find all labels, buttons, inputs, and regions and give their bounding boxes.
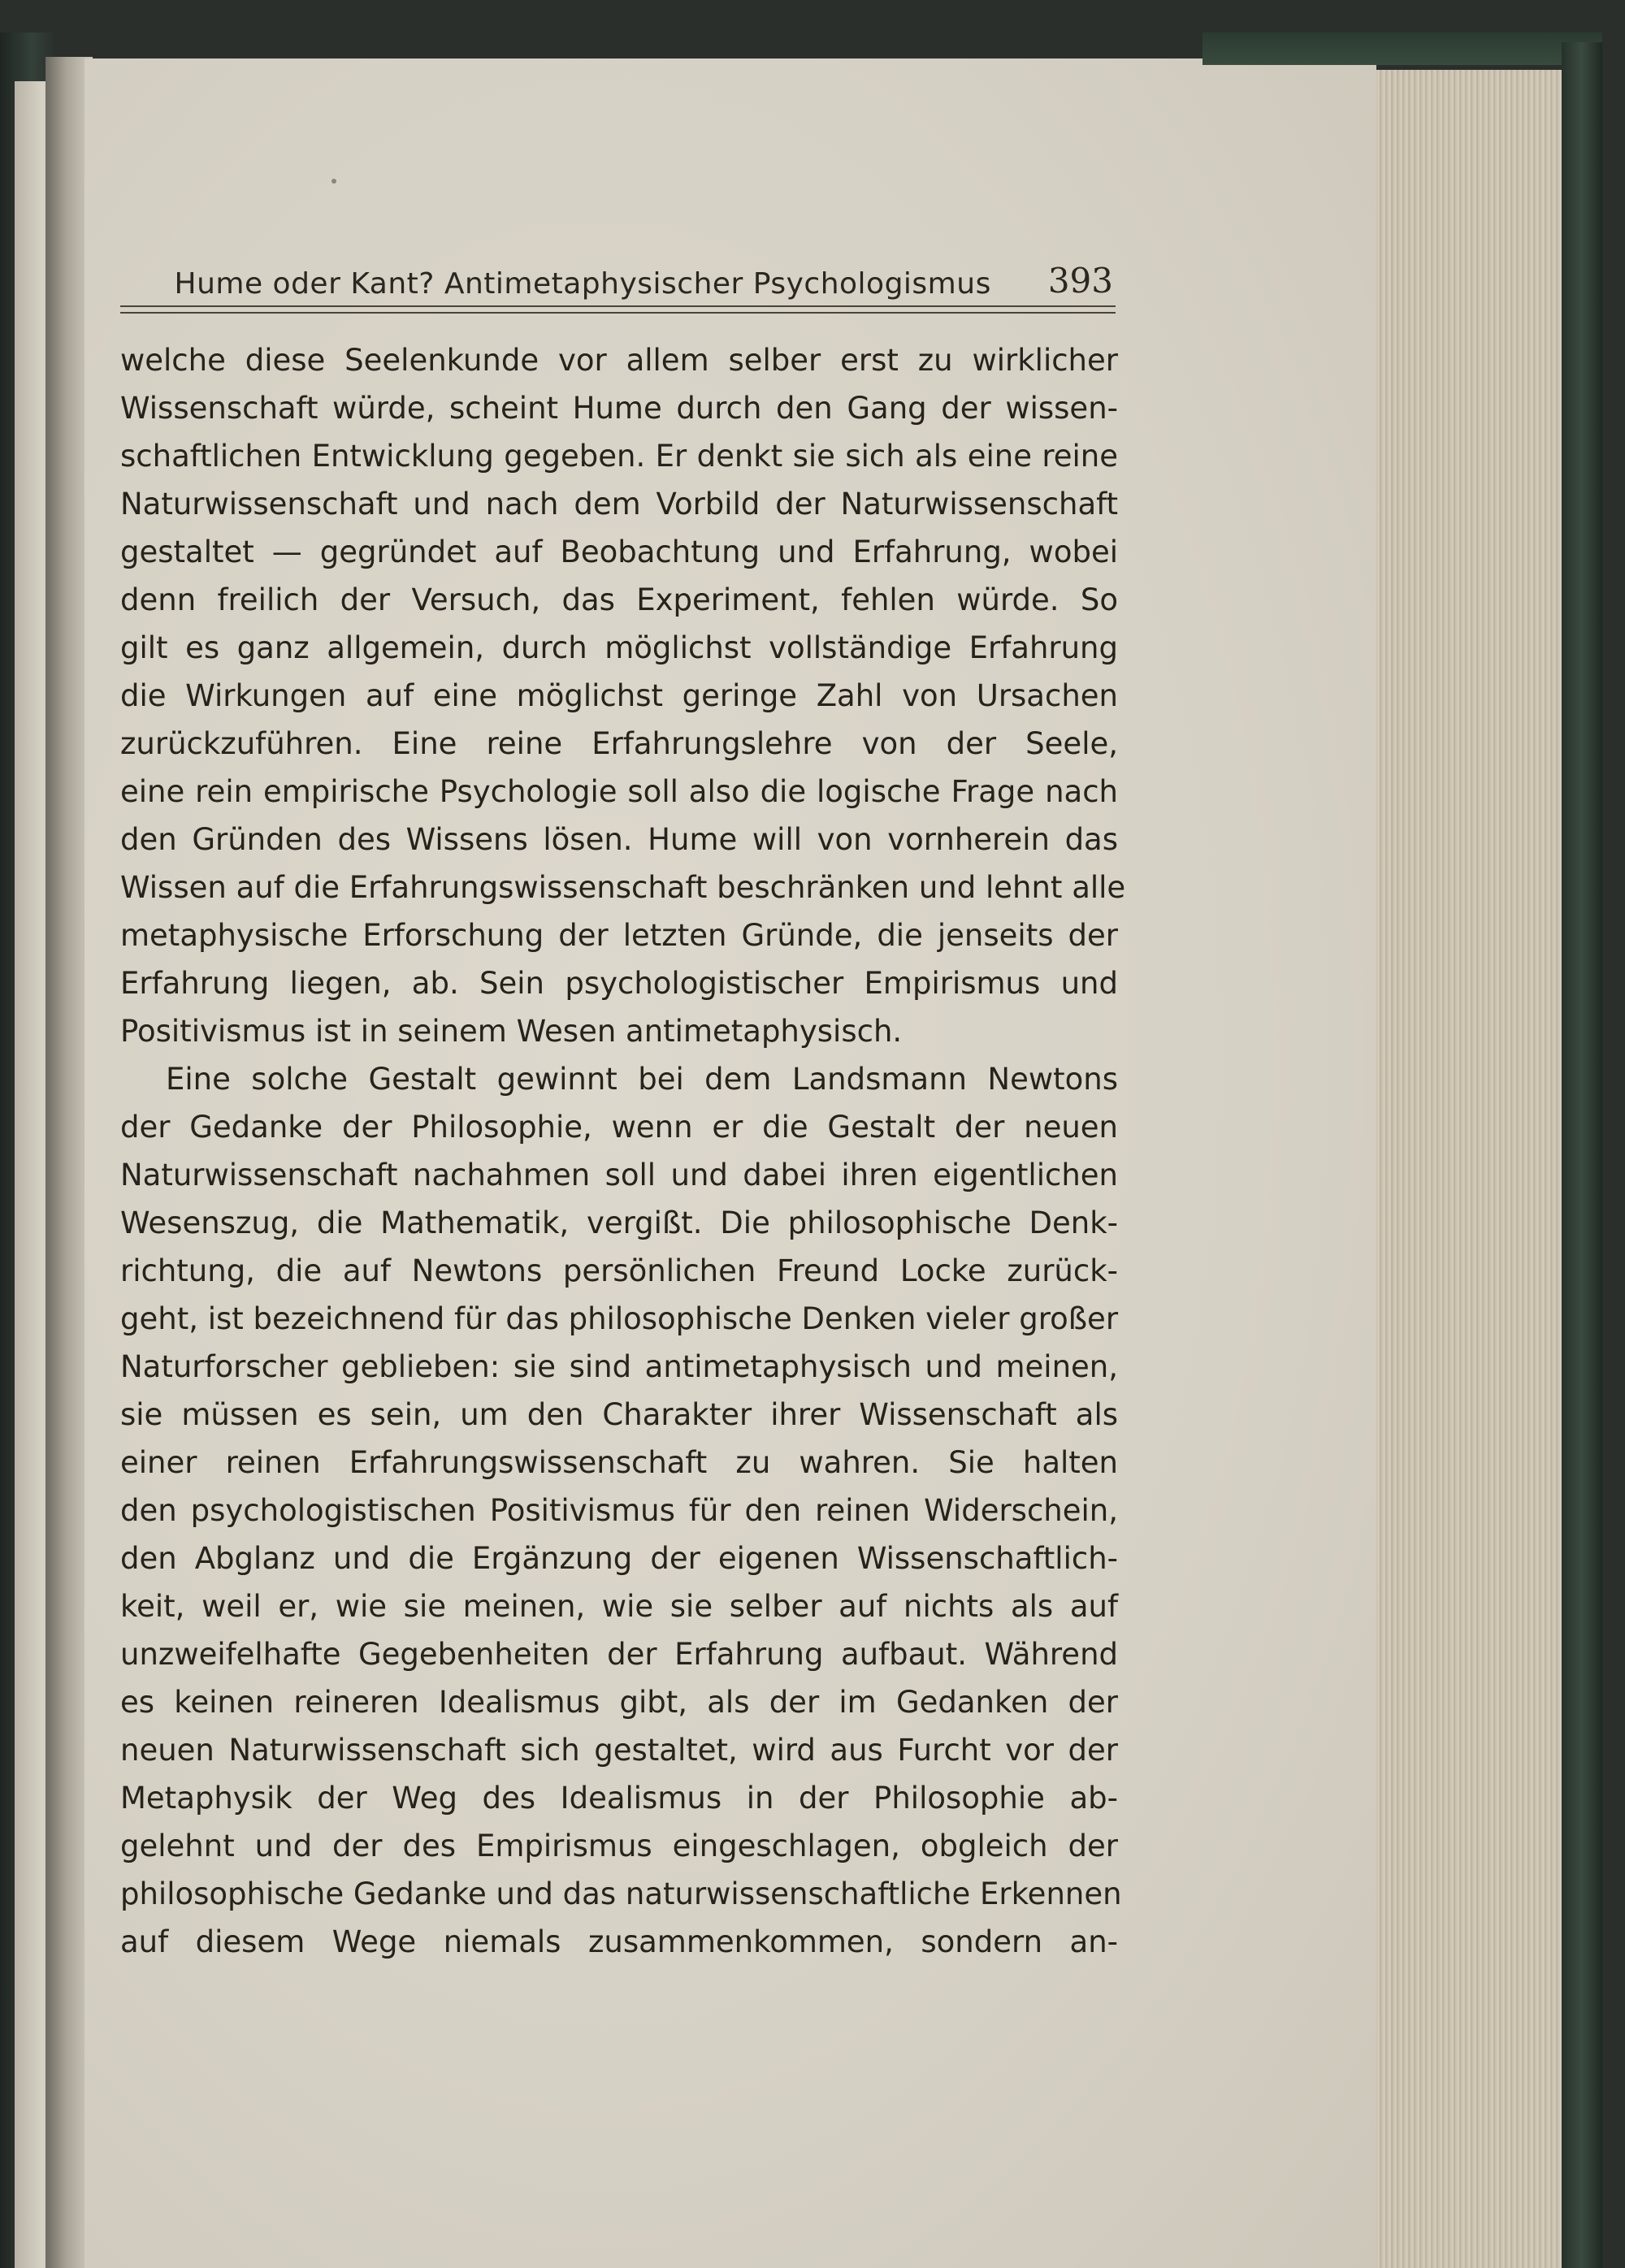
text-line: Wissenschaft würde, scheint Hume durch den Gang der wissen- <box>120 391 1118 426</box>
text-line: eine rein empirische Psychologie soll also die logische Frage nach <box>120 774 1118 809</box>
text-line: Wissen auf die Erfahrungswissenschaft beschränken und lehnt alle <box>120 870 1126 905</box>
text-line: einer reinen Erfahrungswissenschaft zu wahren. Sie halten <box>120 1445 1118 1480</box>
text-line: Naturforscher geblieben: sie sind antimetaphysisch und meinen, <box>120 1349 1118 1384</box>
text-line: den Abglanz und die Ergänzung der eigenen Wissenschaftlich- <box>120 1541 1118 1576</box>
text-line: gestaltet — gegründet auf Beobachtung und Erfahrung, wobei <box>120 535 1118 569</box>
text-line: den psychologistischen Positivismus für den reinen Widerschein, <box>120 1493 1118 1528</box>
text-line: Naturwissenschaft und nach dem Vorbild der Naturwissenschaft <box>120 487 1118 522</box>
text-line: zurückzuführen. Eine reine Erfahrungslehre von der Seele, <box>120 726 1118 761</box>
text-line: auf diesem Wege niemals zusammenkommen, sondern an- <box>120 1924 1118 1959</box>
paragraph-first-line: Eine solche Gestalt gewinnt bei dem Landsmann Newtons <box>166 1062 1118 1097</box>
text-line: Naturwissenschaft nachahmen soll und dabei ihren eigentlichen <box>120 1158 1118 1192</box>
text-line: philosophische Gedanke und das naturwissenschaftliche Erkennen <box>120 1876 1122 1911</box>
text-line: gilt es ganz allgemein, durch möglichst vollständige Erfahrung <box>120 630 1118 665</box>
paragraph-last-line: Positivismus ist in seinem Wesen antimetaphysisch. <box>120 1014 903 1049</box>
paper-speck <box>332 179 336 184</box>
text-line: unzweifelhafte Gegebenheiten der Erfahrung aufbaut. Während <box>120 1637 1118 1672</box>
text-line: denn freilich der Versuch, das Experiment, fehlen würde. So <box>120 582 1118 617</box>
text-line: sie müssen es sein, um den Charakter ihrer Wissenschaft als <box>120 1397 1118 1432</box>
text-line: geht, ist bezeichnend für das philosophische Denken vieler großer <box>120 1301 1119 1336</box>
body-text <box>120 336 1126 1966</box>
text-line: welche diese Seelenkunde vor allem selber erst zu wirklicher <box>120 343 1118 378</box>
text-line: es keinen reineren Idealismus gibt, als der im Gedanken der <box>120 1685 1118 1720</box>
text-line: gelehnt und der des Empirismus eingeschlagen, obgleich der <box>120 1829 1118 1863</box>
text-line: Erfahrung liegen, ab. Sein psychologistischer Empirismus und <box>120 966 1118 1001</box>
page-block-edges <box>1376 70 1562 2268</box>
book-cover-right <box>1562 42 1602 2268</box>
text-line: die Wirkungen auf eine möglichst geringe Zahl von Ursachen <box>120 678 1118 713</box>
book-cover-top <box>1202 32 1602 65</box>
text-line: der Gedanke der Philosophie, wenn er die Gestalt der neuen <box>120 1110 1118 1145</box>
text-line: keit, weil er, wie sie meinen, wie sie selber auf nichts als auf <box>120 1589 1118 1624</box>
page-header <box>122 252 1113 301</box>
running-head: Hume oder Kant? Antimetaphysischer Psychologismus <box>174 267 991 301</box>
page-number: 393 <box>1047 261 1113 301</box>
text-line: Metaphysik der Weg des Idealismus in der Philosophie ab- <box>120 1781 1118 1816</box>
text-line: den Gründen des Wissens lösen. Hume will von vornherein das <box>120 822 1118 857</box>
text-line: metaphysische Erforschung der letzten Gründe, die jenseits der <box>120 918 1118 953</box>
text-line: schaftlichen Entwicklung gegeben. Er denkt sie sich als eine reine <box>120 439 1118 474</box>
header-double-rule <box>120 305 1116 314</box>
text-line: richtung, die auf Newtons persönlichen Freund Locke zurück- <box>120 1253 1118 1288</box>
text-line: Wesenszug, die Mathematik, vergißt. Die philosophische Denk- <box>120 1205 1118 1240</box>
text-line: neuen Naturwissenschaft sich gestaltet, wird aus Furcht vor der <box>120 1733 1118 1768</box>
